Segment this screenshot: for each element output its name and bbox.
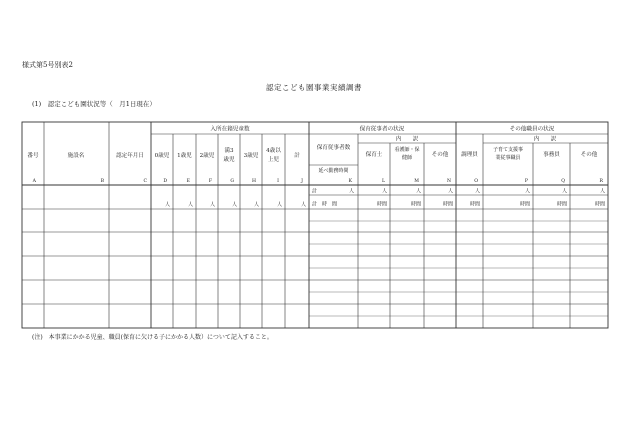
col-age3-line2: 歳児 [223,157,235,163]
unit-person: 人 [381,188,387,195]
unit-hour: 時間 [519,201,530,208]
col-age3-line1: 満3 [224,148,234,154]
col-other-staff: その他 [431,152,449,158]
column-letter-r: R [599,179,603,184]
col-clerk: 事務員 [543,152,560,158]
column-letter-f: F [208,179,212,184]
col-age4-line2: 上児 [267,157,280,163]
col-childcare-line2: 業従事職員 [495,155,521,161]
column-letter-i: I [277,179,279,184]
col-health-line2: 健師 [401,155,413,161]
col-age2: 2歳児 [199,153,215,159]
col-number: 番号 [27,153,39,159]
column-letter-m: M [414,179,419,184]
col-staff-hours: 延べ勤務時間 [318,168,349,174]
group-nursery: 保育従事者の状況 [359,126,405,133]
column-letter-p: P [524,179,528,184]
unit-total: 計 [312,188,318,195]
column-letter-a: A [32,179,36,184]
column-letter-h: H [251,179,256,184]
col-facility: 施設名 [67,153,85,159]
column-letter-o: O [474,179,478,184]
unit-person: 人 [561,188,567,195]
form-number: 様式第5号別表2 [22,61,73,69]
breakdown-nursery: 内 訳 [395,136,419,143]
unit-person: 人 [474,188,480,195]
breakdown-other: 内 訳 [533,136,557,143]
unit-person: 人 [209,202,215,208]
column-letter-l: L [381,179,385,184]
col-nurse: 保育士 [365,152,383,158]
column-letter-c: C [143,179,147,184]
column-letter-d: D [163,179,167,184]
column-letter-n: N [446,179,451,184]
column-letter-e: E [186,179,190,184]
unit-person: 人 [253,202,259,208]
col-other2: その他 [580,152,598,158]
unit-person: 人 [231,202,237,208]
col-age4-line1: 4歳以 [266,148,281,154]
unit-hour: 時間 [556,201,567,208]
col-health-line1: 看護師・保 [394,147,420,153]
unit-hour: 時間 [469,201,480,208]
column-letter-j: J [301,179,303,184]
unit-total-hours: 計 時 間 [312,201,338,208]
group-enrolled: 入所在籍児童数 [210,126,250,133]
col-childcare-line1: 子育て支援事 [492,147,524,153]
column-letter-q: Q [561,179,565,184]
unit-person: 人 [300,202,306,208]
unit-person: 人 [187,202,193,208]
unit-hour: 時間 [376,201,387,208]
unit-hour: 時間 [410,201,421,208]
unit-person: 人 [415,188,421,195]
unit-person: 人 [447,188,453,195]
unit-hour: 時間 [442,201,453,208]
col-cook: 調理員 [461,152,478,158]
unit-hour: 時間 [594,201,605,208]
col-cert-date: 認定年月日 [116,153,144,159]
col-age0: 0歳児 [154,153,170,159]
unit-person: 人 [348,188,354,195]
col-age1: 1歳児 [177,153,192,159]
col-total: 計 [294,153,300,159]
column-letter-k: K [348,179,352,184]
column-letter-g: G [230,179,234,184]
col-staff-count: 保育従事者数 [316,145,351,151]
group-other: その他職員の状況 [509,126,555,133]
footer-note: (注) 本事業にかかる児童、職員(保育に欠ける子にかかる人数）について記入すること。 [32,334,273,341]
col-age3b: 3歳児 [243,153,259,159]
unit-person: 人 [276,202,282,208]
unit-person: 人 [524,188,530,195]
column-letter-b: B [100,179,104,184]
unit-person: 人 [164,202,170,208]
unit-person: 人 [599,188,605,195]
document-title: 認定こども園事業実績調書 [266,83,362,92]
section-heading: (1) 認定こども園状況等（ 月1日現在） [32,100,156,108]
